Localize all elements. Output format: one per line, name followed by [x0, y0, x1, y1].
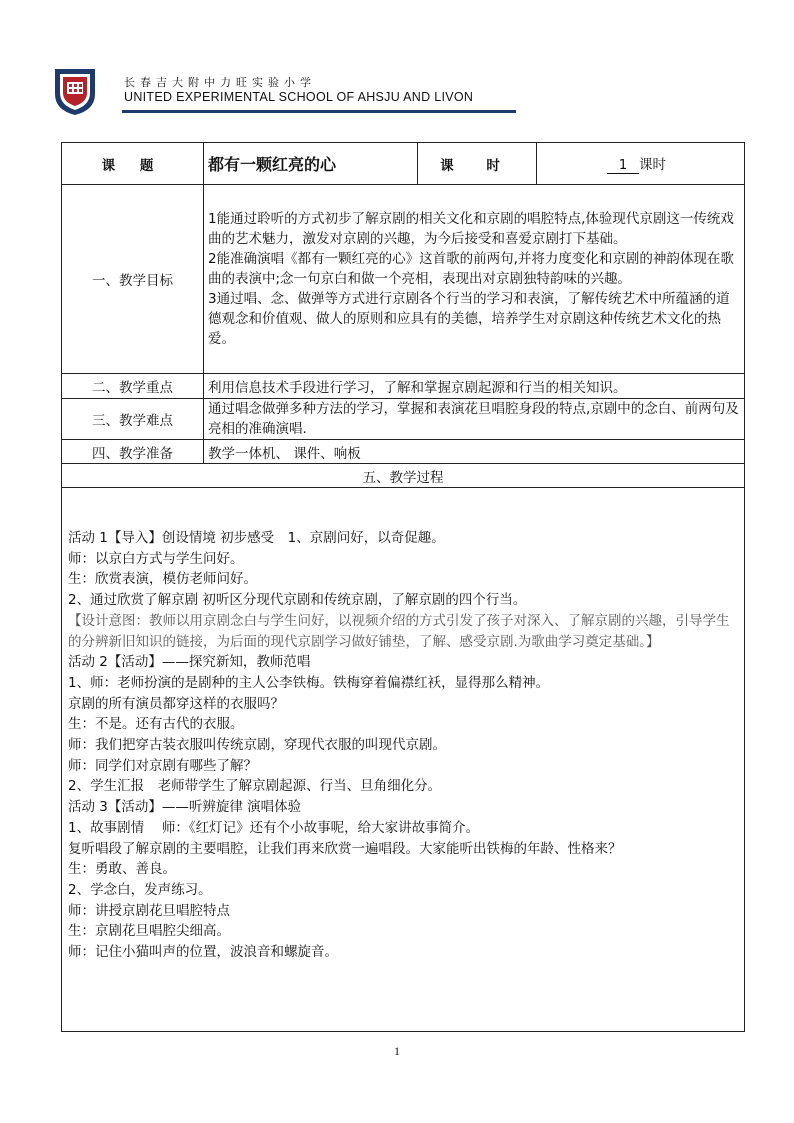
school-name-cn: 长春吉大附中力旺实验小学 — [124, 76, 316, 89]
process-line: 1、师：老师扮演的是剧种的主人公李铁梅。铁梅穿着偏襟红袄，显得那么精神。 — [68, 674, 550, 691]
process-line: 复听唱段了解京剧的主要唱腔，让我们再来欣赏一遍唱段。大家能听出铁梅的年龄、性格来？ — [68, 840, 622, 857]
key-points-label: 二、教学重点 — [62, 374, 204, 399]
process-header-row — [62, 464, 745, 488]
hours-value: 1 — [607, 157, 639, 174]
process-line: 2、学念白，发声练习。 — [68, 881, 212, 898]
goals-content — [204, 185, 745, 374]
process-line: 活动 3【活动】——听辨旋律 演唱体验 — [68, 799, 302, 816]
process-line: 生：欣赏表演，模仿老师问好。 — [68, 571, 257, 588]
process-line: 2、通过欣赏了解京剧 初听区分现代京剧和传统京剧，了解京剧的四个行当。 — [68, 592, 527, 609]
process-row — [62, 488, 745, 1032]
difficulties-row — [62, 399, 745, 440]
school-name-en: UNITED EXPERIMENTAL SCHOOL OF AHSJU AND LIVON — [124, 90, 474, 104]
header-divider — [122, 110, 516, 113]
process-line: 生：京剧花旦唱腔尖细高。 — [68, 923, 230, 940]
page-number: 1 — [394, 1044, 400, 1058]
process-line: 生：不是。还有古代的衣服。 — [68, 716, 244, 733]
preparation-content: 教学一体机、 课件、响板 — [204, 440, 745, 464]
process-content — [62, 488, 745, 1032]
process-line: 活动 1【导入】创设情境 初步感受 1、京剧问好，以奇促趣。 — [68, 530, 445, 546]
process-line: 活动 2【活动】——探究新知，教师范唱 — [68, 654, 311, 671]
preparation-label: 四、教学准备 — [62, 440, 204, 464]
process-title: 五、教学过程 — [62, 464, 745, 488]
hours-cell — [537, 143, 745, 185]
goal-3: 3通过唱、念、做弹等方式进行京剧各个行当的学习和表演，了解传统艺术中所蕴涵的道德观念和价值观、做人的原则和应具有的美德，培养学生对京剧这种传统艺术文化的热爱。 — [208, 291, 730, 347]
course-title: 都有一颗红亮的心 — [204, 143, 418, 185]
process-line: 师：我们把穿古装衣服叫传统京剧，穿现代衣服的叫现代京剧。 — [68, 737, 446, 754]
difficulties-label: 三、教学难点 — [62, 399, 204, 440]
hours-unit: 课时 — [639, 157, 666, 173]
key-points-content: 利用信息技术手段进行学习，了解和掌握京剧起源和行当的相关知识。 — [204, 374, 745, 399]
process-line: 师：讲授京剧花旦唱腔特点 — [68, 902, 230, 919]
process-line: 师：以京白方式与学生问好。 — [68, 550, 244, 567]
process-line: 生：勇敢、善良。 — [68, 861, 176, 878]
title-row — [62, 143, 745, 185]
school-logo — [52, 66, 98, 116]
course-label: 课 题 — [62, 143, 204, 185]
goals-label: 一、教学目标 — [62, 185, 204, 374]
goals-row — [62, 185, 745, 374]
design-intent-note: 【设计意图：教师以用京剧念白与学生问好，以视频介绍的方式引发了孩子对深入、了解京剧的兴趣，引导学生的分辨新旧知识的链接，为后面的现代京剧学习做好铺垫，了解、感受京剧.为歌曲学习奠定基础。】 — [68, 612, 730, 650]
process-line: 京剧的所有演员都穿这样的衣服吗？ — [68, 695, 284, 712]
process-line: 师：记住小猫叫声的位置，波浪音和螺旋音。 — [68, 944, 338, 961]
goal-2: 2能准确演唱《都有一颗红亮的心》这首歌的前两句,并将力度变化和京剧的神韵体现在歌曲的表演中;念一句京白和做一个亮相，表现出对京剧独特韵味的兴趣。 — [208, 251, 734, 287]
key-points-row — [62, 374, 745, 399]
school-header — [52, 66, 522, 116]
goal-1: 1能通过聆听的方式初步了解京剧的相关文化和京剧的唱腔特点,体验现代京剧这一传统戏曲的艺术魅力，激发对京剧的兴趣，为今后接受和喜爱京剧打下基础。 — [208, 211, 734, 247]
difficulties-content: 通过唱念做弹多种方法的学习，掌握和表演花旦唱腔身段的特点,京剧中的念白、前两句及亮相的准确演唱. — [204, 399, 745, 440]
process-line: 2、学生汇报 老师带学生了解京剧起源、行当、旦角细化分。 — [68, 778, 442, 795]
preparation-row — [62, 440, 745, 464]
process-line: 1、故事剧情 师：《红灯记》还有个小故事呢，给大家讲故事简介。 — [68, 819, 480, 836]
process-line: 师：同学们对京剧有哪些了解？ — [68, 757, 257, 774]
lesson-plan-table — [61, 142, 745, 1032]
hours-label: 课 时 — [418, 143, 537, 185]
